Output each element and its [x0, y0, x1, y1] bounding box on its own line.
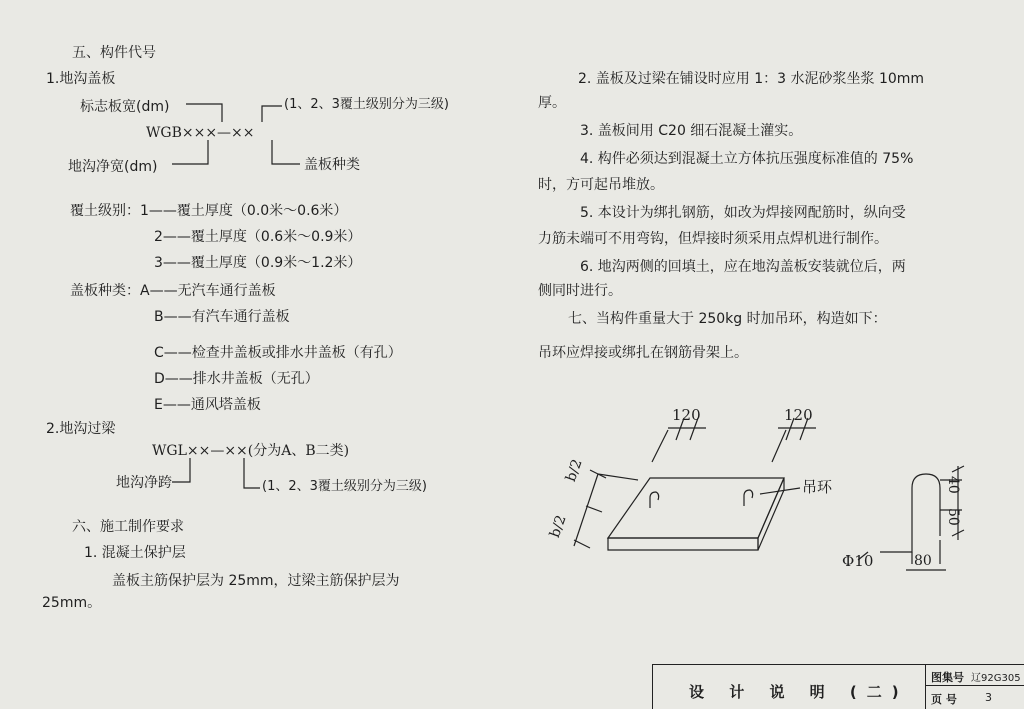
section6-item1-line1: 盖板主筋保护层为 25mm，过梁主筋保护层为: [112, 573, 400, 589]
title-block: [652, 664, 1024, 709]
cover-type-a: 盖板种类：A——无汽车通行盖板: [70, 283, 276, 299]
slab-side-face: [758, 478, 784, 550]
para4-line2: 时，方可起吊堆放。: [538, 177, 664, 193]
beam-span-label: 地沟净跨: [116, 475, 172, 491]
dim-50-label: 50: [945, 508, 961, 526]
page-number-label: 页 号: [931, 693, 957, 706]
cover-soil-note: (1、2、3覆土级别分为三级): [284, 97, 449, 112]
beam-code: WGL××—××(分为A、B二类): [152, 443, 350, 459]
leader-cover-type: [272, 140, 300, 164]
para5-line1: 5. 本设计为绑扎钢筋，如改为焊接网配筋时，纵向受: [580, 205, 906, 221]
cover-code: WGB×××—××: [146, 125, 255, 141]
slab-top-face: [608, 478, 784, 538]
lifting-ring-left: [650, 492, 659, 508]
page-number-value: 3: [985, 691, 992, 704]
leader-soil-level: [262, 106, 282, 122]
dim-120-left: 120: [672, 406, 701, 424]
para2-line2: 厚。: [538, 95, 566, 111]
dim-80-label: 80: [914, 553, 932, 569]
beam-title: 2.地沟过梁: [46, 421, 116, 437]
leader-beam-soil: [244, 458, 260, 488]
leader-lifting-ring: [760, 488, 800, 494]
leader-net-width: [172, 140, 208, 164]
para4-line1: 4. 构件必须达到混凝土立方体抗压强度标准值的 75%: [580, 151, 914, 167]
cover-type-e: E——通风塔盖板: [154, 397, 261, 413]
cover-mark-width-label: 标志板宽(dm): [80, 99, 170, 115]
lifting-ring-label: 吊环: [802, 478, 833, 496]
cover-type-b: B——有汽车通行盖板: [154, 309, 290, 325]
para6-line1: 6. 地沟两侧的回填土，应在地沟盖板安装就位后，两: [580, 259, 906, 275]
beam-soil-note: (1、2、3覆土级别分为三级): [262, 479, 427, 494]
dim-b2-lower: b/2: [546, 513, 570, 540]
leader-mark-width: [186, 104, 222, 122]
leader-120-b: [772, 430, 786, 462]
para6-line2: 侧同时进行。: [538, 283, 622, 299]
soil-level-3: 3——覆土厚度（0.9米～1.2米）: [154, 255, 362, 271]
hook-bar: [880, 474, 940, 552]
dim-line-b2: [574, 474, 598, 546]
slab-front-face: [608, 538, 758, 550]
para5-line2: 力筋未端可不用弯钩，但焊接时须采用点焊机进行制作。: [538, 231, 888, 247]
cover-type-d: D——排水井盖板（无孔）: [154, 371, 319, 387]
section7-title: 七、当构件重量大于 250kg 时加吊环，构造如下：: [568, 311, 887, 327]
section7-note: 吊环应焊接或绑扎在钢筋骨架上。: [538, 345, 748, 361]
atlas-number-value: 辽92G305: [971, 673, 1021, 684]
lifting-ring-right: [744, 490, 753, 506]
cover-title: 1.地沟盖板: [46, 71, 116, 87]
dim-120-right: 120: [784, 406, 813, 424]
para2-line1: 2. 盖板及过梁在铺设时应用 1：3 水泥砂浆坐浆 10mm: [578, 71, 925, 87]
soil-level-2: 2——覆土厚度（0.6米～0.9米）: [154, 229, 362, 245]
atlas-number-label: 图集号: [931, 671, 964, 684]
section6-title: 六、施工制作要求: [72, 519, 184, 535]
dim-b2-upper: b/2: [562, 457, 586, 484]
cover-type-c: C——检查井盖板或排水井盖板（有孔）: [154, 345, 402, 361]
cover-net-width-label: 地沟净宽(dm): [68, 159, 158, 175]
section6-item1-line2: 25mm。: [42, 595, 102, 611]
leader-beam-span: [172, 458, 190, 482]
leader-120-a: [652, 430, 668, 462]
cover-type-label: 盖板种类: [304, 157, 360, 173]
bar-diameter-label: Φ10: [842, 552, 874, 570]
para3: 3. 盖板间用 C20 细石混凝土灌实。: [580, 123, 803, 139]
section6-item1: 1. 混凝土保护层: [84, 545, 186, 561]
title-block-title: 设 计 说 明 (二): [689, 683, 909, 701]
dim-40-label: 40: [945, 476, 961, 494]
section5-title: 五、构件代号: [72, 45, 156, 61]
soil-level-1: 覆土级别：1——覆土厚度（0.0米～0.6米）: [70, 203, 348, 219]
